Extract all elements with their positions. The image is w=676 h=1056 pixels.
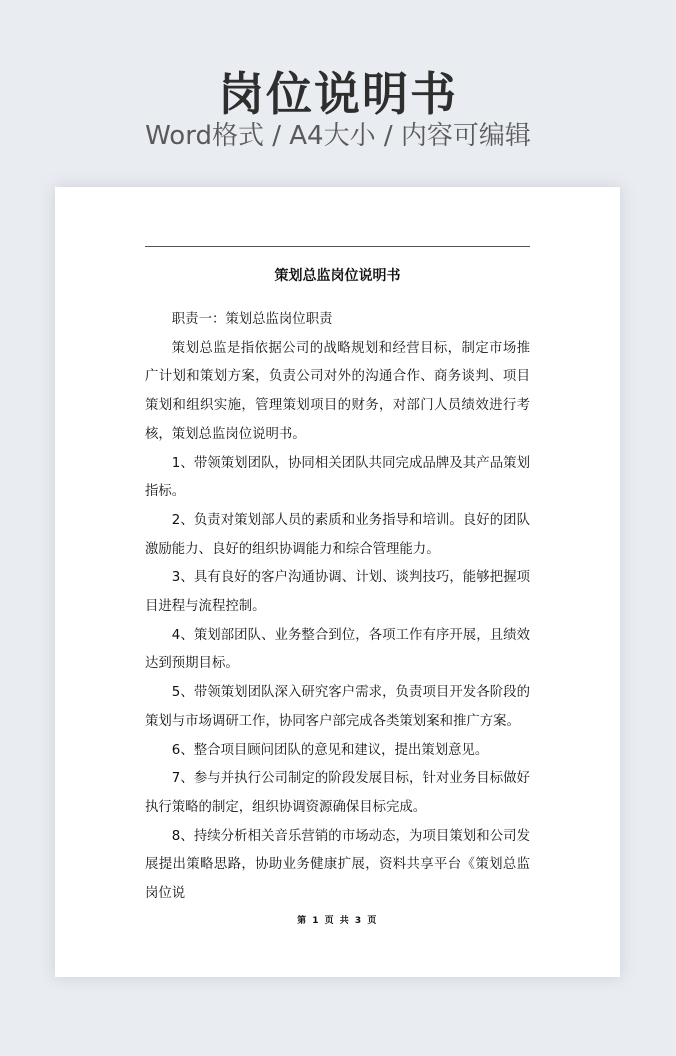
document-title: 策划总监岗位说明书 (274, 268, 401, 284)
paragraph: 6、整合项目顾问团队的意见和建议，提出策划意见。 (171, 742, 489, 758)
paragraph: 1、带领策划团队，协同相关团队共同完成品牌及其产品策划指标。 (145, 455, 530, 500)
paragraph-heading: 职责一：策划总监岗位职责 (171, 312, 333, 327)
paragraph: 7、参与并执行公司制定的阶段发展目标，针对业务目标做好执行策略的制定，组织协调资源确保目标完成。 (145, 771, 530, 815)
document-body (145, 306, 530, 909)
paragraph: 策划总监是指依据公司的战略规划和经营目标，制定市场推广计划和策划方案，负责公司对外的沟通合作、商务谈判、项目策划和组织实施，管理策划项目的财务，对部门人员绩效进行考核，策划总监岗位说明书。 (145, 340, 530, 442)
header-rule (145, 246, 530, 247)
page-number-footer: 第 1 页 共 3 页 (297, 916, 378, 926)
document-page (55, 187, 620, 977)
paragraph: 5、带领策划团队深入研究客户需求，负责项目开发各阶段的策划与市场调研工作，协同客户部完成各类策划案和推广方案。 (145, 685, 530, 729)
banner-subtitle: Word格式 / A4大小 / 内容可编辑 (145, 121, 531, 151)
paragraph: 4、策划部团队、业务整合到位，各项工作有序开展，且绩效达到预期目标。 (145, 627, 530, 672)
paragraph: 3、具有良好的客户沟通协调、计划、谈判技巧，能够把握项目进程与流程控制。 (145, 570, 530, 615)
paragraph: 8、持续分析相关音乐营销的市场动态，为项目策划和公司发展提出策略思路，协助业务健康扩展，资料共享平台《策划总监岗位说 (145, 828, 530, 902)
banner-title: 岗位说明书 (218, 67, 458, 121)
paragraph: 2、负责对策划部人员的素质和业务指导和培训。良好的团队激励能力、良好的组织协调能力和综合管理能力。 (145, 512, 530, 557)
